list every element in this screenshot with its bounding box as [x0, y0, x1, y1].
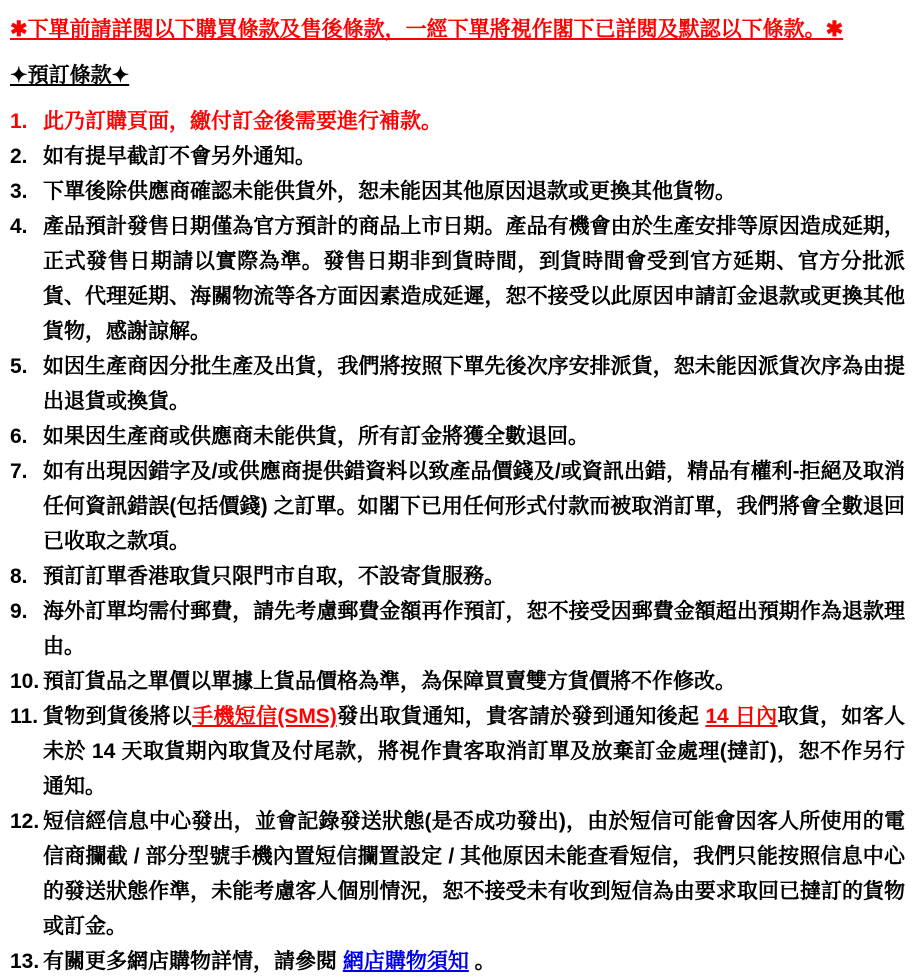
term-number: 4. [10, 215, 28, 238]
term-number: 11. [10, 705, 39, 728]
term-text-segment: 貨物到貨後將以 [43, 705, 193, 728]
term-item-10 [10, 664, 905, 699]
term-number: 2. [10, 145, 28, 168]
term-text-segment: 預訂貨品之單價以單據上貨品價格為準，為保障買賣雙方貨價將不作修改。 [43, 670, 736, 693]
term-item-8 [10, 559, 905, 594]
term-item-1 [10, 104, 905, 139]
terms-list [10, 104, 905, 979]
term-text-segment: 短信經信息中心發出，並會記錄發送狀態(是否成功發出)，由於短信可能會因客人所使用的電信商攔截 / 部分型號手機內置短信攔置設定 / 其他原因未能查看短信，我們只能按照信息中心的發送狀態作準，未能考慮客人個別情況，恕不接受未有收到短信為由要求取回已撻訂的貨物或訂金。 [43, 810, 905, 938]
term-text [43, 699, 905, 804]
term-text [43, 559, 905, 594]
term-text [43, 944, 905, 979]
term-text-segment: 下單後除供應商確認未能供貨外，恕未能因其他原因退款或更換其他貨物。 [43, 180, 736, 203]
term-item-9 [10, 594, 905, 664]
term-text-segment: 取貨，如客人未於 14 天取貨期內取貨及付尾款，將視作貴客取消訂單及放棄訂金處理(撻訂)，恕不作另行通知。 [43, 705, 905, 798]
term-number: 9. [10, 600, 28, 623]
term-text-segment: 發出取貨通知，貴客請於發到通知後起 [336, 705, 706, 728]
term-text-segment: 此乃訂購頁面，繳付訂金後需要進行補款。 [43, 110, 442, 133]
term-text-segment: 預訂訂單香港取貨只限門市自取，不設寄貨服務。 [43, 565, 505, 588]
term-number: 6. [10, 425, 28, 448]
term-item-7 [10, 454, 905, 559]
term-text [43, 804, 905, 944]
term-item-5 [10, 349, 905, 419]
term-text-segment: 如因生產商因分批生產及出貨，我們將按照下單先後次序安排派貨，恕未能因派貨次序為由提出退貨或換貨。 [43, 355, 905, 413]
term-text [43, 174, 905, 209]
section-title-preorder-terms: ✦預訂條款✦ [10, 64, 130, 87]
store-shopping-notice-link[interactable]: 網店購物須知 [342, 950, 469, 973]
term-text-segment: 產品預計發售日期僅為官方預計的商品上市日期。產品有機會由於生產安排等原因造成延期，正式發售日期請以實際為準。發售日期非到貨時間，到貨時間會受到官方延期、官方分批派貨、代理延期、海關物流等各方面因素造成延遲，恕不接受以此原因申請訂金退款或更換其他貨物，感謝諒解。 [43, 215, 905, 343]
term-text-segment: 如有出現因錯字及/或供應商提供錯資料以致產品價錢及/或資訊出錯，精品有權利-拒絕及取消任何資訊錯誤(包括價錢) 之訂單。如閣下已用任何形式付款而被取消訂單，我們將會全數退回已收取之款項。 [43, 460, 905, 553]
term-number: 3. [10, 180, 28, 203]
term-text [43, 454, 905, 559]
term-text [43, 349, 905, 419]
pre-order-warning-header: ✱下單前請詳閱以下購買條款及售後條款，一經下單將視作閣下已詳閱及默認以下條款。✱ [10, 18, 844, 41]
section-title-row [10, 58, 905, 104]
term-item-6 [10, 419, 905, 454]
term-text [43, 664, 905, 699]
term-number: 5. [10, 355, 28, 378]
term-text [43, 419, 905, 454]
term-number: 7. [10, 460, 28, 483]
term-item-2 [10, 139, 905, 174]
term-text [43, 594, 905, 664]
term-text-segment: 如有提早截訂不會另外通知。 [43, 145, 316, 168]
term-number: 1. [10, 110, 28, 133]
term-number: 8. [10, 565, 28, 588]
sms-pickup-notice-emphasis: 手機短信(SMS) [192, 705, 337, 728]
pickup-deadline-emphasis: 14 日內 [705, 705, 778, 728]
term-item-4 [10, 209, 905, 349]
term-text-segment: 如果因生產商或供應商未能供貨，所有訂金將獲全數退回。 [43, 425, 589, 448]
term-text [43, 104, 905, 139]
term-number: 12. [10, 810, 40, 833]
term-item-12 [10, 804, 905, 944]
term-number: 13. [10, 950, 40, 973]
term-number: 10. [10, 670, 40, 693]
term-item-11 [10, 699, 905, 804]
term-text [43, 209, 905, 349]
term-text [43, 139, 905, 174]
term-text-segment: 海外訂單均需付郵費，請先考慮郵費金額再作預訂，恕不接受因郵費金額超出預期作為退款理由。 [43, 600, 905, 658]
term-item-3 [10, 174, 905, 209]
term-text-segment: 有關更多網店購物詳情，請參閱 [43, 950, 343, 973]
term-text-segment: 。 [468, 950, 496, 973]
term-item-13 [10, 944, 905, 979]
